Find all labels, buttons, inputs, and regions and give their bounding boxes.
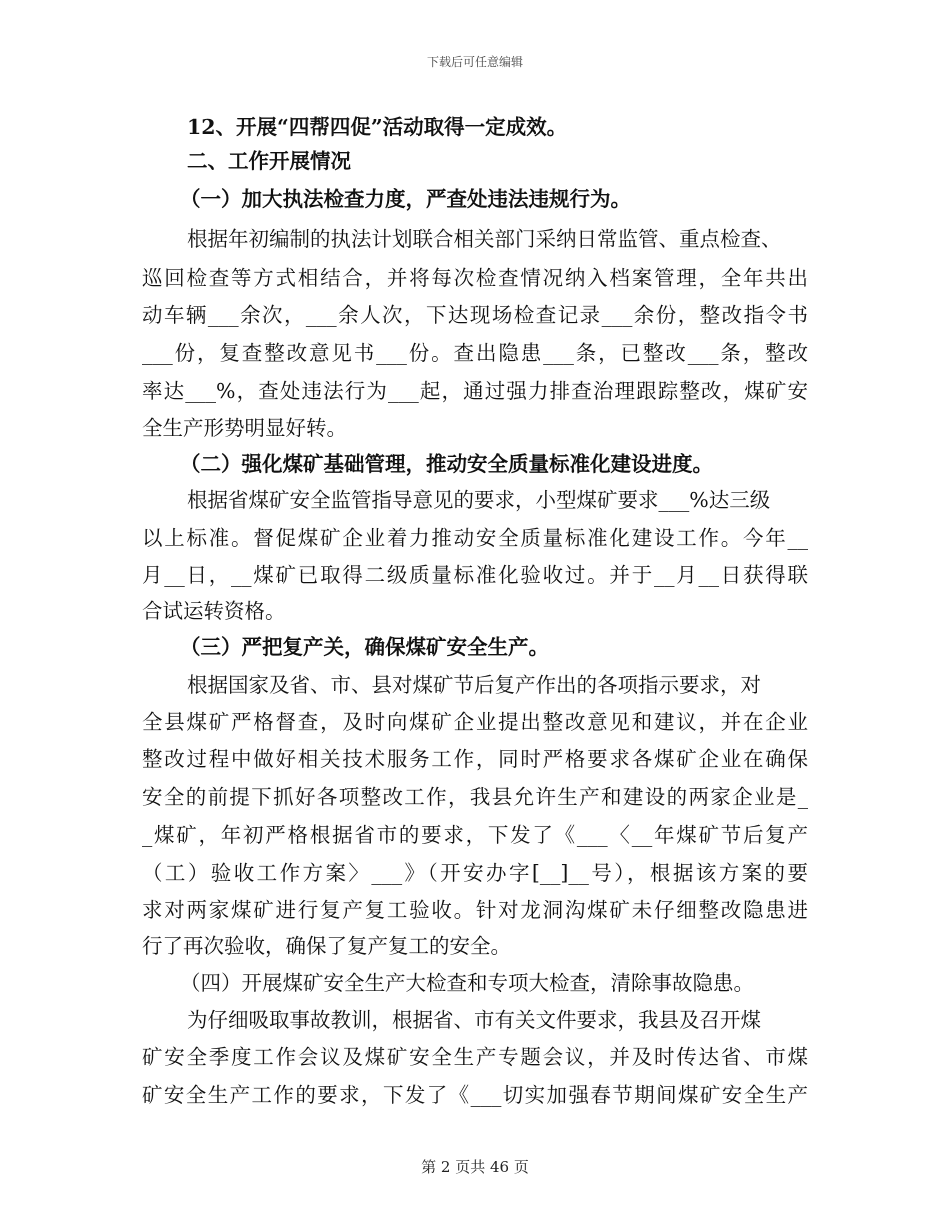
paragraph-line: 矿安全季度工作会议及煤矿安全生产专题会议，并及时传达省、市煤	[142, 1045, 808, 1069]
paragraph-line: 为仔细吸取事故教训，根据省、市有关文件要求，我县及召开煤	[187, 1008, 761, 1032]
subheading-2: （二）强化煤矿基础管理，推动安全质量标准化建设进度。	[180, 452, 713, 476]
paragraph-line: 率达___%，查处违法行为___起，通过强力排查治理跟踪整改，煤矿安	[142, 379, 808, 403]
paragraph-line: 安全的前提下抓好各项整改工作，我县允许生产和建设的两家企业是_	[142, 785, 808, 809]
subheading-3: （三）严把复产关，确保煤矿安全生产。	[180, 635, 549, 659]
paragraph-line: 矿安全生产工作的要求，下发了《___切实加强春节期间煤矿安全生产	[142, 1083, 808, 1107]
paragraph-line: ___份，复查整改意见书___份。查出隐患___条，已整改___条，整改	[142, 341, 808, 365]
paragraph-line: 求对两家煤矿进行复产复工验收。针对龙洞沟煤矿未仔细整改隐患进	[142, 898, 808, 922]
paragraph-line: 整改过程中做好相关技术服务工作，同时严格要求各煤矿企业在确保	[142, 747, 808, 771]
paragraph-line: 月__日，__煤矿已取得二级质量标准化验收过。并于__月__日获得联	[142, 563, 808, 587]
paragraph-line: 全县煤矿严格督查，及时向煤矿企业提出整改意见和建议，并在企业	[142, 710, 808, 734]
paragraph-line: 以上标准。督促煤矿企业着力推动安全质量标准化建设工作。今年__	[142, 526, 808, 550]
page-header: 下载后可任意编辑	[426, 55, 523, 69]
subheading-1: （一）加大执法检查力度，严查处违法违规行为。	[180, 187, 631, 211]
paragraph-line: 根据年初编制的执法计划联合相关部门采纳日常监管、重点检查、	[187, 227, 782, 251]
paragraph-line: 根据省煤矿安全监管指导意见的要求，小型煤矿要求___%达三级	[187, 488, 771, 512]
subheading-4: （四）开展煤矿安全生产大检查和专项大检查，清除事故隐患。	[180, 971, 754, 995]
section-heading-2: 二、工作开展情况	[187, 149, 351, 173]
paragraph-line: 合试运转资格。	[142, 599, 286, 623]
paragraph-line: 巡回检查等方式相结合，并将每次检查情况纳入档案管理，全年共出	[142, 266, 808, 290]
page-number-footer: 第 2 页共 46 页	[421, 1158, 529, 1176]
paragraph-line: _煤矿，年初严格根据省市的要求，下发了《___〈__年煤矿节后复产	[142, 823, 808, 847]
paragraph-line: （工）验收工作方案〉___》（开安办字[__]__号），根据该方案的要	[142, 861, 808, 885]
paragraph-line: 全生产形势明显好转。	[142, 416, 347, 440]
paragraph-line: 行了再次验收，确保了复产复工的安全。	[142, 934, 511, 958]
paragraph-line: 动车辆___余次，___余人次，下达现场检查记录___余份，整改指令书	[142, 303, 808, 327]
section-item-12: 12、开展“四帮四促”活动取得一定成效。	[187, 115, 568, 139]
paragraph-line: 根据国家及省、市、县对煤矿节后复产作出的各项指示要求，对	[187, 673, 761, 697]
